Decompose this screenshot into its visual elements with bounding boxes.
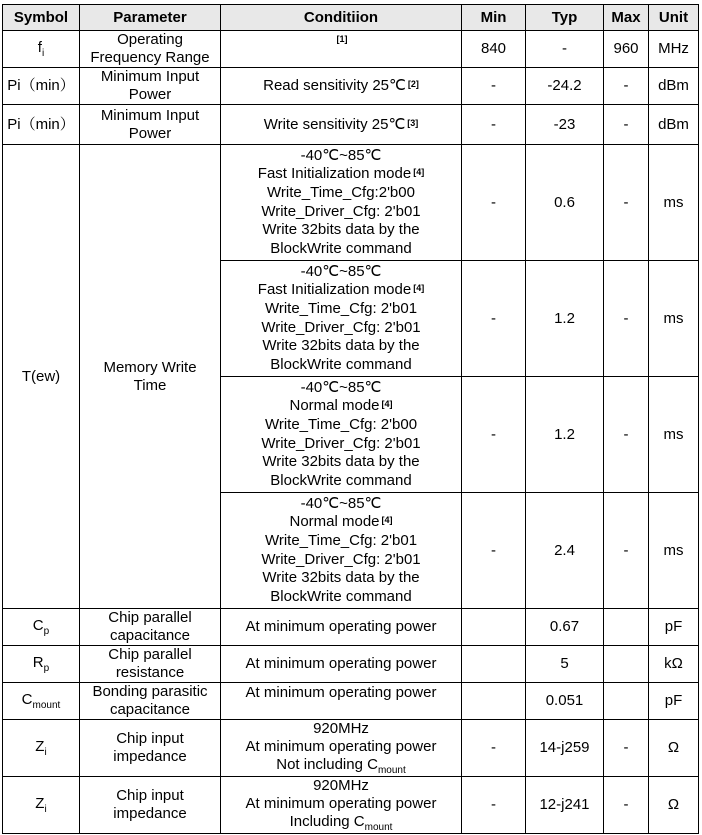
condition-line: -40℃~85℃ bbox=[300, 378, 382, 396]
table-row-rp bbox=[3, 646, 699, 683]
condition-line: Write 32bits data by the bbox=[262, 569, 420, 587]
table-row-fi bbox=[3, 31, 699, 68]
condition-cell bbox=[221, 31, 462, 68]
condition-cell bbox=[221, 720, 462, 777]
condition-line: Write_Time_Cfg: 2'b01 bbox=[264, 531, 418, 549]
condition-cell: At minimum operating power bbox=[221, 646, 462, 683]
parameter-line: Frequency Range bbox=[90, 49, 210, 66]
parameter-cell bbox=[80, 646, 221, 683]
table-row-cmount bbox=[3, 683, 699, 720]
min-cell: 840 bbox=[462, 31, 526, 68]
symbol-sub: i bbox=[44, 804, 47, 815]
symbol-sub: i bbox=[44, 747, 47, 758]
footnote-ref: [4] bbox=[381, 515, 393, 526]
unit-cell: ms bbox=[649, 493, 699, 609]
header-min: Min bbox=[462, 5, 526, 31]
table-row-cp bbox=[3, 609, 699, 646]
unit-cell: Ω bbox=[649, 720, 699, 777]
parameter-line: Minimum Input bbox=[100, 106, 200, 124]
typ-cell: 0.67 bbox=[526, 609, 604, 646]
table-row-pi-write bbox=[3, 105, 699, 145]
parameter-line: Power bbox=[128, 124, 172, 142]
typ-cell: -24.2 bbox=[526, 68, 604, 105]
header-parameter: Parameter bbox=[80, 5, 221, 31]
unit-cell: pF bbox=[649, 683, 699, 720]
condition-line: Write_Driver_Cfg: 2'b01 bbox=[261, 550, 421, 568]
condition-line: Write_Time_Cfg: 2'b00 bbox=[264, 415, 418, 433]
parameter-line: Operating bbox=[117, 31, 183, 48]
parameter-line: Chip input bbox=[116, 730, 184, 747]
parameter-line: Minimum Input bbox=[100, 68, 200, 85]
condition-cell bbox=[221, 145, 462, 261]
parameter-cell bbox=[80, 683, 221, 720]
parameter-cell bbox=[80, 720, 221, 777]
min-cell: - bbox=[462, 377, 526, 493]
header-typ: Typ bbox=[526, 5, 604, 31]
symbol-sub: mount bbox=[32, 700, 61, 711]
symbol-cell: Pi（min） bbox=[3, 105, 80, 145]
condition-line: At minimum operating power bbox=[245, 795, 437, 812]
min-cell: - bbox=[462, 145, 526, 261]
condition-cell bbox=[221, 777, 462, 834]
header-max: Max bbox=[604, 5, 649, 31]
condition-text: Read sensitivity 25℃ bbox=[263, 77, 406, 94]
condition-line: Write_Time_Cfg: 2'b01 bbox=[264, 299, 418, 317]
max-cell: - bbox=[604, 377, 649, 493]
parameter-line: impedance bbox=[113, 805, 187, 822]
symbol-cell bbox=[3, 31, 80, 68]
footnote-ref: [2] bbox=[407, 79, 419, 89]
parameter-line: Bonding parasitic bbox=[92, 683, 208, 700]
symbol-main: R bbox=[32, 654, 44, 671]
typ-cell: 1.2 bbox=[526, 261, 604, 377]
parameter-cell bbox=[80, 68, 221, 105]
parameter-line: capacitance bbox=[109, 627, 191, 644]
footnote-ref: [4] bbox=[413, 283, 425, 294]
min-cell bbox=[462, 646, 526, 683]
max-cell: - bbox=[604, 777, 649, 834]
symbol-cell bbox=[3, 609, 80, 646]
condition-cell bbox=[221, 377, 462, 493]
condition-text: Write sensitivity 25℃ bbox=[263, 115, 406, 133]
min-cell bbox=[462, 683, 526, 720]
symbol-main: f bbox=[37, 39, 42, 56]
condition-line: Write_Time_Cfg:2'b00 bbox=[267, 183, 415, 201]
condition-line: BlockWrite command bbox=[270, 471, 412, 489]
symbol-main: C bbox=[32, 617, 44, 634]
symbol-main: Z bbox=[35, 738, 45, 755]
max-cell: - bbox=[604, 105, 649, 145]
condition-line: Including C bbox=[289, 813, 365, 830]
max-cell bbox=[604, 609, 649, 646]
unit-cell: ms bbox=[649, 145, 699, 261]
condition-line: Write_Driver_Cfg: 2'b01 bbox=[261, 202, 421, 220]
typ-cell: 1.2 bbox=[526, 377, 604, 493]
condition-line: -40℃~85℃ bbox=[300, 146, 382, 164]
table-row-tew-0 bbox=[3, 145, 699, 261]
parameter-cell bbox=[80, 145, 221, 609]
symbol-cell bbox=[3, 683, 80, 720]
spec-table bbox=[2, 4, 699, 834]
max-cell: 960 bbox=[604, 31, 649, 68]
condition-cell: At minimum operating power bbox=[221, 683, 462, 720]
condition-mode: Fast Initialization mode bbox=[257, 165, 412, 183]
condition-line: Not including C bbox=[276, 756, 378, 773]
footnote-ref: [4] bbox=[381, 399, 393, 410]
condition-line: -40℃~85℃ bbox=[300, 262, 382, 280]
parameter-line: Chip parallel bbox=[108, 609, 192, 626]
table-row-zi-incl bbox=[3, 777, 699, 834]
footnote-ref: [3] bbox=[407, 117, 419, 128]
max-cell bbox=[604, 683, 649, 720]
max-cell: - bbox=[604, 493, 649, 609]
typ-cell: 2.4 bbox=[526, 493, 604, 609]
min-cell: - bbox=[462, 261, 526, 377]
condition-line: BlockWrite command bbox=[270, 355, 412, 373]
typ-cell: 0.6 bbox=[526, 145, 604, 261]
min-cell: - bbox=[462, 493, 526, 609]
condition-line: BlockWrite command bbox=[270, 587, 412, 605]
typ-cell: - bbox=[526, 31, 604, 68]
condition-line: Write 32bits data by the bbox=[262, 453, 420, 471]
condition-cell: At minimum operating power bbox=[221, 609, 462, 646]
condition-mode: Normal mode bbox=[289, 397, 380, 415]
min-cell: - bbox=[462, 105, 526, 145]
footnote-ref: [4] bbox=[413, 167, 425, 178]
header-symbol: Symbol bbox=[3, 5, 80, 31]
symbol-cell bbox=[3, 777, 80, 834]
parameter-line: Chip input bbox=[116, 787, 184, 804]
condition-mode: Normal mode bbox=[289, 513, 380, 531]
condition-line: Write_Driver_Cfg: 2'b01 bbox=[261, 434, 421, 452]
parameter-line: Chip parallel bbox=[108, 646, 192, 663]
unit-cell: ms bbox=[649, 377, 699, 493]
condition-line: At minimum operating power bbox=[245, 738, 437, 755]
condition-line: -40℃~85℃ bbox=[300, 494, 382, 512]
typ-cell: 5 bbox=[526, 646, 604, 683]
table-row-pi-read bbox=[3, 68, 699, 105]
max-cell bbox=[604, 646, 649, 683]
unit-cell: Ω bbox=[649, 777, 699, 834]
typ-cell: 12-j241 bbox=[526, 777, 604, 834]
symbol-sub: p bbox=[43, 663, 50, 674]
condition-line: Write 32bits data by the bbox=[262, 337, 420, 355]
unit-cell: pF bbox=[649, 609, 699, 646]
condition-sub: mount bbox=[377, 765, 406, 776]
condition-line: 920MHz bbox=[313, 777, 369, 794]
symbol-cell bbox=[3, 720, 80, 777]
parameter-line: resistance bbox=[115, 664, 185, 681]
parameter-line: impedance bbox=[113, 748, 187, 765]
min-cell: - bbox=[462, 720, 526, 777]
condition-line: Write_Driver_Cfg: 2'b01 bbox=[261, 318, 421, 336]
parameter-cell bbox=[80, 777, 221, 834]
symbol-sub: p bbox=[43, 626, 50, 637]
header-condition: Conditiion bbox=[221, 5, 462, 31]
typ-cell: 0.051 bbox=[526, 683, 604, 720]
symbol-main: C bbox=[21, 691, 33, 708]
max-cell: - bbox=[604, 68, 649, 105]
typ-cell: 14-j259 bbox=[526, 720, 604, 777]
symbol-cell bbox=[3, 646, 80, 683]
header-unit: Unit bbox=[649, 5, 699, 31]
parameter-cell bbox=[80, 31, 221, 68]
footnote-ref: [1] bbox=[336, 34, 348, 44]
parameter-line: Memory Write bbox=[103, 358, 197, 376]
condition-cell bbox=[221, 261, 462, 377]
parameter-cell bbox=[80, 105, 221, 145]
min-cell: - bbox=[462, 777, 526, 834]
condition-line: Write 32bits data by the bbox=[262, 221, 420, 239]
symbol-cell: Pi（min） bbox=[3, 68, 80, 105]
min-cell bbox=[462, 609, 526, 646]
header-row bbox=[3, 5, 699, 31]
symbol-sub: i bbox=[41, 48, 45, 59]
symbol-main: Z bbox=[35, 795, 45, 812]
condition-mode: Fast Initialization mode bbox=[257, 281, 412, 299]
unit-cell: MHz bbox=[649, 31, 699, 68]
parameter-line: Power bbox=[128, 86, 172, 103]
unit-cell: dBm bbox=[649, 105, 699, 145]
max-cell: - bbox=[604, 145, 649, 261]
max-cell: - bbox=[604, 720, 649, 777]
parameter-line: Time bbox=[133, 376, 167, 394]
condition-line: 920MHz bbox=[313, 720, 369, 737]
condition-line: BlockWrite command bbox=[270, 239, 412, 257]
typ-cell: -23 bbox=[526, 105, 604, 145]
unit-cell: kΩ bbox=[649, 646, 699, 683]
condition-cell bbox=[221, 105, 462, 145]
condition-sub: mount bbox=[364, 822, 393, 833]
symbol-cell: T(ew) bbox=[3, 145, 80, 609]
parameter-line: capacitance bbox=[109, 701, 191, 718]
unit-cell: ms bbox=[649, 261, 699, 377]
parameter-cell bbox=[80, 609, 221, 646]
max-cell: - bbox=[604, 261, 649, 377]
condition-cell bbox=[221, 493, 462, 609]
condition-cell bbox=[221, 68, 462, 105]
table-row-zi-excl bbox=[3, 720, 699, 777]
unit-cell: dBm bbox=[649, 68, 699, 105]
min-cell: - bbox=[462, 68, 526, 105]
